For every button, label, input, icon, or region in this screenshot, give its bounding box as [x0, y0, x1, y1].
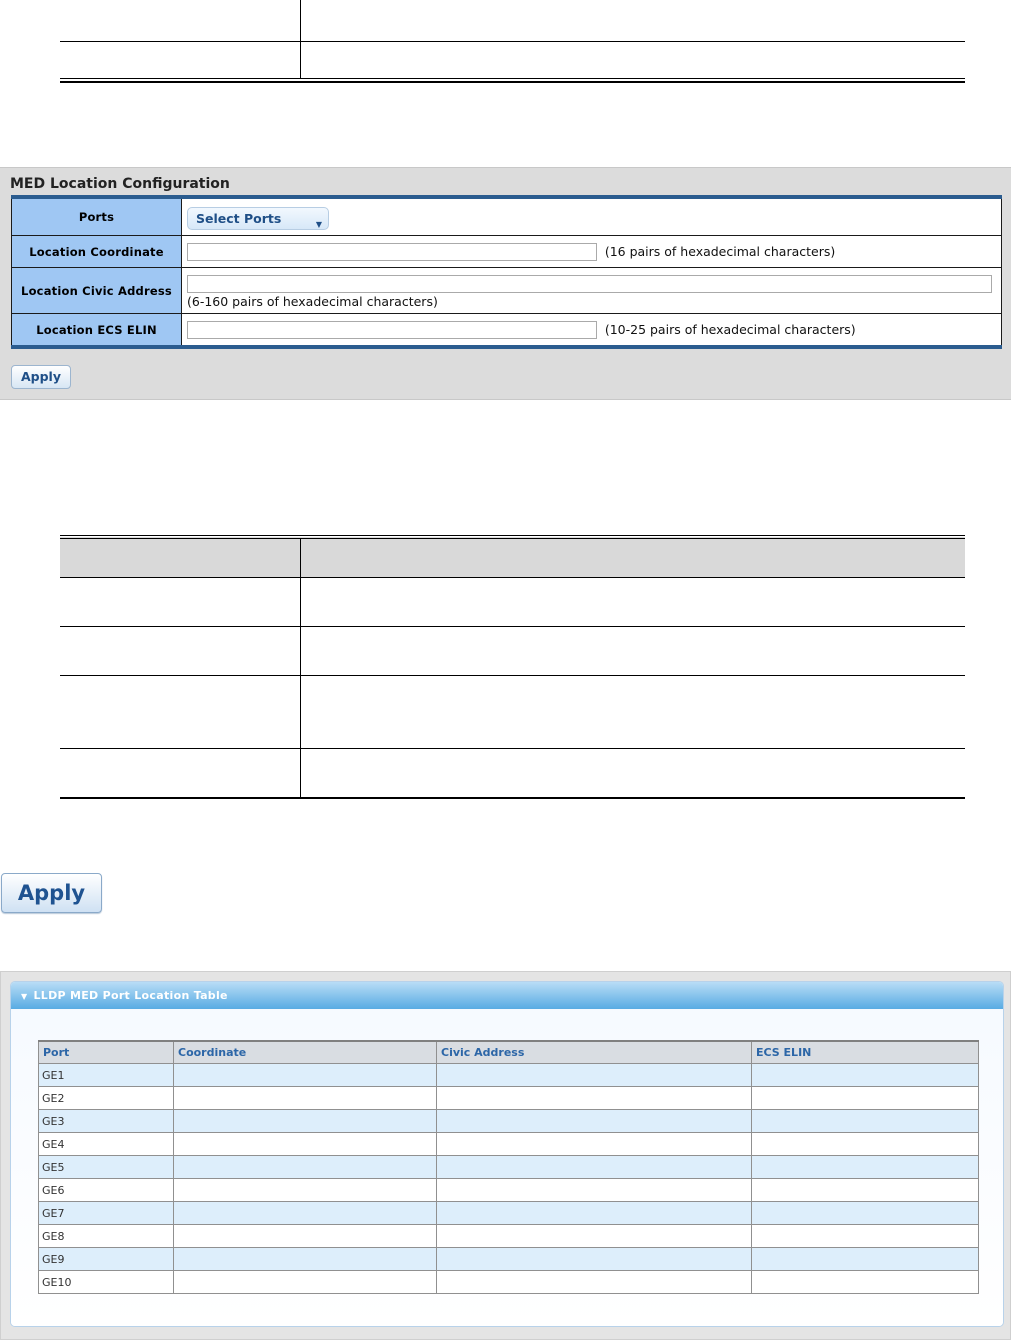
- doc-table-parameters: [60, 535, 965, 798]
- coordinate-cell: [182, 236, 1002, 268]
- apply-button-large[interactable]: Apply: [1, 873, 102, 913]
- select-ports-label: Select Ports: [196, 210, 282, 226]
- ports-cell: [182, 197, 1002, 236]
- lldp-med-port-location-panel: [0, 971, 1011, 1340]
- coordinate-cell: [174, 1271, 437, 1294]
- civic-label: Location Civic Address: [12, 268, 182, 314]
- doc-table-header-cell: [301, 537, 966, 578]
- doc-table-row: [60, 42, 965, 79]
- coordinate-cell: [174, 1248, 437, 1271]
- column-header-civic-address: Civic Address: [437, 1041, 752, 1064]
- collapse-triangle-icon: ▼: [21, 992, 28, 1001]
- table-row: [39, 1271, 979, 1294]
- apply-button[interactable]: Apply: [11, 365, 71, 389]
- table-row: [39, 1087, 979, 1110]
- location-table-header[interactable]: [11, 982, 1003, 1009]
- coordinate-cell: [174, 1110, 437, 1133]
- table-header-row: [39, 1041, 979, 1064]
- ecs-elin-cell: [752, 1064, 979, 1087]
- ecs-hint: (10-25 pairs of hexadecimal characters): [604, 322, 856, 337]
- table-row: [39, 1133, 979, 1156]
- doc-table-row: [60, 578, 965, 627]
- location-coordinate-input[interactable]: [187, 243, 597, 261]
- doc-table-cell: [60, 0, 301, 42]
- coordinate-cell: [174, 1156, 437, 1179]
- location-table-title: LLDP MED Port Location Table: [33, 989, 228, 1002]
- port-cell: GE4: [39, 1133, 174, 1156]
- doc-table-end-rule: [60, 81, 965, 83]
- doc-table-cell: [301, 0, 966, 42]
- table-row: [39, 1110, 979, 1133]
- coordinate-cell: [174, 1133, 437, 1156]
- table-row: [39, 1179, 979, 1202]
- civic-address-cell: [437, 1225, 752, 1248]
- doc-table-row: [60, 749, 965, 798]
- doc-table-end-rule: [60, 797, 965, 799]
- ports-row: [12, 197, 1002, 236]
- civic-cell: [182, 268, 1002, 314]
- port-cell: GE1: [39, 1064, 174, 1087]
- column-header-port: Port: [39, 1041, 174, 1064]
- ecs-cell: [182, 314, 1002, 348]
- port-cell: GE6: [39, 1179, 174, 1202]
- coordinate-hint: (16 pairs of hexadecimal characters): [604, 244, 836, 259]
- port-cell: GE7: [39, 1202, 174, 1225]
- ecs-elin-cell: [752, 1248, 979, 1271]
- ecs-label: Location ECS ELIN: [12, 314, 182, 348]
- doc-table-header-cell: [60, 537, 301, 578]
- port-cell: GE5: [39, 1156, 174, 1179]
- table-row: [39, 1202, 979, 1225]
- doc-table-cell: [60, 676, 301, 749]
- ecs-elin-cell: [752, 1271, 979, 1294]
- doc-table-cell: [60, 578, 301, 627]
- coordinate-cell: [174, 1225, 437, 1248]
- column-header-coordinate: Coordinate: [174, 1041, 437, 1064]
- doc-table-row: [60, 627, 965, 676]
- location-civic-address-input[interactable]: [187, 275, 992, 293]
- table-row: [39, 1156, 979, 1179]
- port-cell: GE9: [39, 1248, 174, 1271]
- ports-label: Ports: [12, 197, 182, 236]
- coordinate-cell: [174, 1202, 437, 1225]
- panel-title: MED Location Configuration: [10, 176, 230, 192]
- table-row: [39, 1248, 979, 1271]
- doc-table-cell: [301, 578, 966, 627]
- civic-hint: (6-160 pairs of hexadecimal characters): [187, 294, 438, 309]
- location-table-container: [10, 981, 1004, 1327]
- civic-address-cell: [437, 1202, 752, 1225]
- port-cell: GE2: [39, 1087, 174, 1110]
- doc-table-cell: [60, 627, 301, 676]
- civic-address-cell: [437, 1248, 752, 1271]
- ecs-elin-cell: [752, 1133, 979, 1156]
- table-row: [39, 1064, 979, 1087]
- doc-table-cell: [301, 749, 966, 798]
- location-ecs-elin-input[interactable]: [187, 321, 597, 339]
- civic-address-cell: [437, 1156, 752, 1179]
- civic-address-cell: [437, 1064, 752, 1087]
- civic-address-cell: [437, 1271, 752, 1294]
- port-location-table: [38, 1040, 979, 1294]
- coordinate-cell: [174, 1087, 437, 1110]
- med-location-config-panel: [0, 167, 1011, 400]
- doc-table-top: [60, 0, 965, 79]
- doc-table-cell: [301, 627, 966, 676]
- ecs-row: [12, 314, 1002, 348]
- doc-table-cell: [60, 749, 301, 798]
- coordinate-row: [12, 236, 1002, 268]
- doc-table-cell: [60, 42, 301, 79]
- ecs-elin-cell: [752, 1087, 979, 1110]
- chevron-down-icon: ▼: [315, 219, 322, 229]
- ecs-elin-cell: [752, 1179, 979, 1202]
- coordinate-label: Location Coordinate: [12, 236, 182, 268]
- civic-address-cell: [437, 1087, 752, 1110]
- doc-table-row: [60, 676, 965, 749]
- civic-address-cell: [437, 1110, 752, 1133]
- location-table-body: [11, 1009, 1003, 1326]
- port-cell: GE3: [39, 1110, 174, 1133]
- ecs-elin-cell: [752, 1225, 979, 1248]
- doc-table-header-row: [60, 537, 965, 578]
- port-cell: GE8: [39, 1225, 174, 1248]
- coordinate-cell: [174, 1179, 437, 1202]
- doc-table-cell: [301, 676, 966, 749]
- config-form-table: [11, 195, 1002, 349]
- ecs-elin-cell: [752, 1110, 979, 1133]
- ecs-elin-cell: [752, 1156, 979, 1179]
- coordinate-cell: [174, 1064, 437, 1087]
- doc-table-cell: [301, 42, 966, 79]
- ecs-elin-cell: [752, 1202, 979, 1225]
- select-ports-dropdown[interactable]: [187, 207, 329, 230]
- table-row: [39, 1225, 979, 1248]
- civic-row: [12, 268, 1002, 314]
- civic-address-cell: [437, 1133, 752, 1156]
- port-cell: GE10: [39, 1271, 174, 1294]
- doc-table-row: [60, 0, 965, 42]
- column-header-ecs-elin: ECS ELIN: [752, 1041, 979, 1064]
- civic-address-cell: [437, 1179, 752, 1202]
